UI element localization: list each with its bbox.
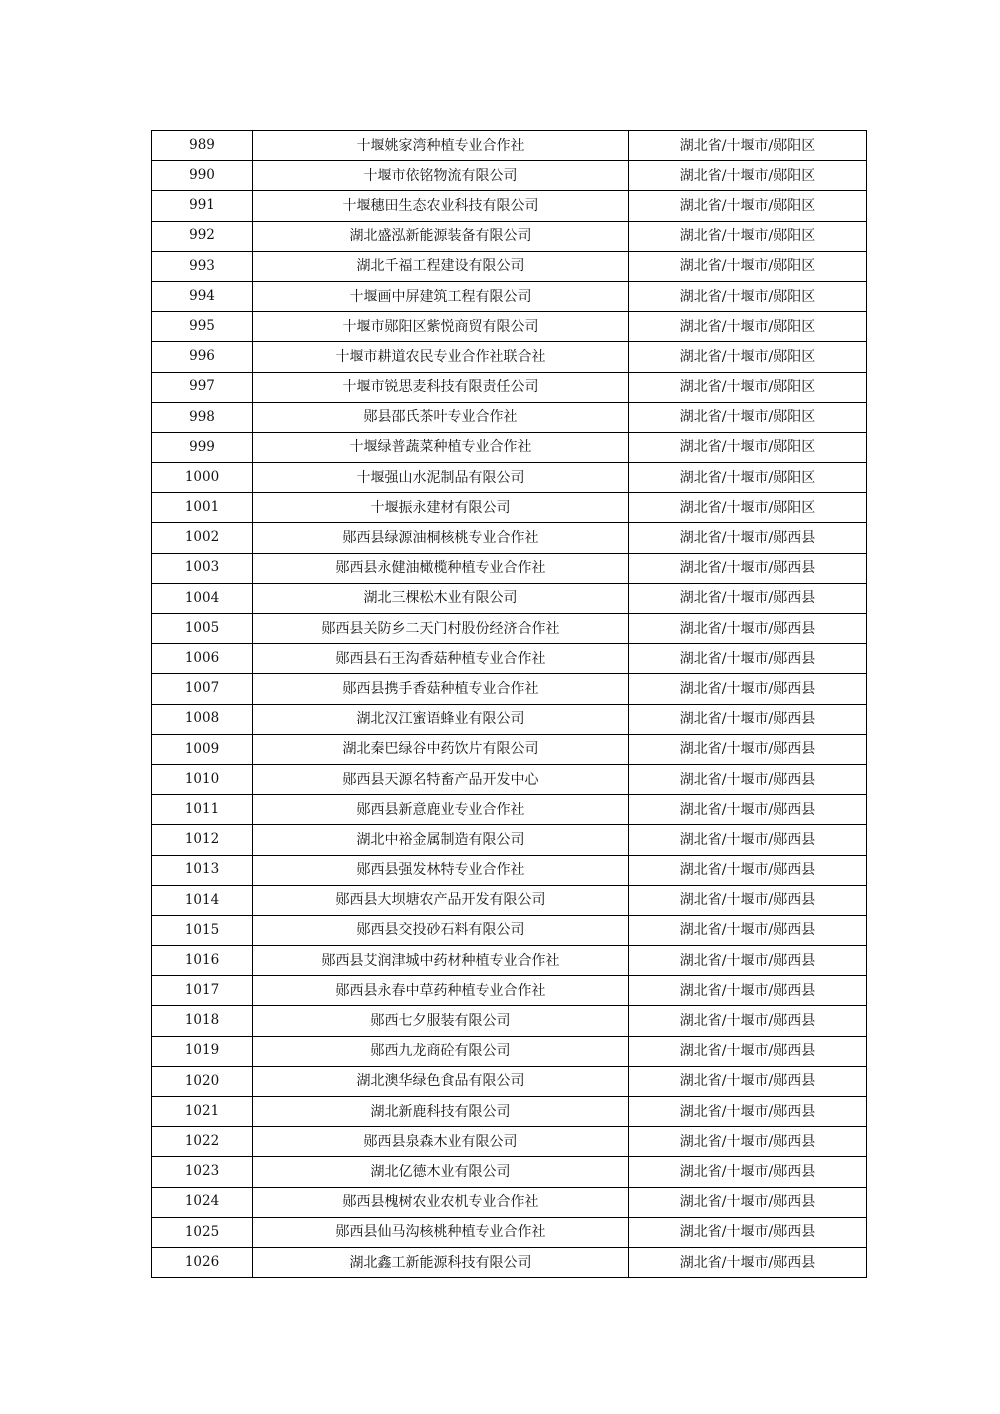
table-row — [152, 583, 867, 613]
region-cell: 湖北省/十堰市/郧西县 — [629, 1066, 867, 1096]
region-cell: 湖北省/十堰市/郧西县 — [629, 1036, 867, 1066]
region-cell: 湖北省/十堰市/郧西县 — [629, 523, 867, 553]
region-cell: 湖北省/十堰市/郧西县 — [629, 1097, 867, 1127]
company-name-cell: 郧西县永健油橄榄种植专业合作社 — [253, 553, 629, 583]
row-number-cell: 996 — [152, 342, 253, 372]
row-number-cell: 1020 — [152, 1066, 253, 1096]
table-row — [152, 885, 867, 915]
company-name-cell: 郧西县新意鹿业专业合作社 — [253, 795, 629, 825]
region-cell: 湖北省/十堰市/郧阳区 — [629, 161, 867, 191]
table-row — [152, 251, 867, 281]
row-number-cell: 989 — [152, 131, 253, 161]
row-number-cell: 1026 — [152, 1247, 253, 1277]
row-number-cell: 1001 — [152, 493, 253, 523]
region-cell: 湖北省/十堰市/郧阳区 — [629, 312, 867, 342]
company-name-cell: 十堰市耕道农民专业合作社联合社 — [253, 342, 629, 372]
company-name-cell: 湖北中裕金属制造有限公司 — [253, 825, 629, 855]
company-name-cell: 郧西县携手香菇种植专业合作社 — [253, 674, 629, 704]
company-name-cell: 十堰市依铭物流有限公司 — [253, 161, 629, 191]
company-name-cell: 郧西县天源名特畜产品开发中心 — [253, 764, 629, 794]
row-number-cell: 1004 — [152, 583, 253, 613]
region-cell: 湖北省/十堰市/郧西县 — [629, 1006, 867, 1036]
row-number-cell: 1011 — [152, 795, 253, 825]
table-row — [152, 915, 867, 945]
region-cell: 湖北省/十堰市/郧阳区 — [629, 432, 867, 462]
row-number-cell: 993 — [152, 251, 253, 281]
company-name-cell: 郧西县绿源油桐核桃专业合作社 — [253, 523, 629, 553]
table-row — [152, 734, 867, 764]
company-name-cell: 湖北汉江蜜语蜂业有限公司 — [253, 704, 629, 734]
row-number-cell: 1005 — [152, 614, 253, 644]
region-cell: 湖北省/十堰市/郧西县 — [629, 1187, 867, 1217]
company-name-cell: 郧西县石王沟香菇种植专业合作社 — [253, 644, 629, 674]
company-name-cell: 十堰强山水泥制品有限公司 — [253, 463, 629, 493]
table-row — [152, 976, 867, 1006]
table-row — [152, 312, 867, 342]
table-row — [152, 674, 867, 704]
row-number-cell: 994 — [152, 281, 253, 311]
company-name-cell: 郧西县艾润津城中药材种植专业合作社 — [253, 946, 629, 976]
row-number-cell: 1009 — [152, 734, 253, 764]
company-name-cell: 十堰振永建材有限公司 — [253, 493, 629, 523]
company-name-cell: 十堰市郧阳区紫悦商贸有限公司 — [253, 312, 629, 342]
company-name-cell: 郧西县大坝塘农产品开发有限公司 — [253, 885, 629, 915]
table-row — [152, 1036, 867, 1066]
row-number-cell: 1023 — [152, 1157, 253, 1187]
region-cell: 湖北省/十堰市/郧阳区 — [629, 372, 867, 402]
row-number-cell: 992 — [152, 221, 253, 251]
company-name-cell: 郧西县泉森木业有限公司 — [253, 1127, 629, 1157]
table-row — [152, 553, 867, 583]
table-row — [152, 946, 867, 976]
region-cell: 湖北省/十堰市/郧西县 — [629, 1217, 867, 1247]
region-cell: 湖北省/十堰市/郧阳区 — [629, 251, 867, 281]
row-number-cell: 1007 — [152, 674, 253, 704]
company-name-cell: 郧西七夕服装有限公司 — [253, 1006, 629, 1036]
table-row — [152, 1157, 867, 1187]
row-number-cell: 995 — [152, 312, 253, 342]
row-number-cell: 1013 — [152, 855, 253, 885]
row-number-cell: 1006 — [152, 644, 253, 674]
table-row — [152, 855, 867, 885]
row-number-cell: 991 — [152, 191, 253, 221]
table-row — [152, 372, 867, 402]
table-row — [152, 1006, 867, 1036]
company-name-cell: 郧西县关防乡二天门村股份经济合作社 — [253, 614, 629, 644]
table-row — [152, 795, 867, 825]
row-number-cell: 1002 — [152, 523, 253, 553]
table-row — [152, 131, 867, 161]
region-cell: 湖北省/十堰市/郧西县 — [629, 1247, 867, 1277]
table-row — [152, 614, 867, 644]
region-cell: 湖北省/十堰市/郧西县 — [629, 946, 867, 976]
region-cell: 湖北省/十堰市/郧西县 — [629, 764, 867, 794]
region-cell: 湖北省/十堰市/郧西县 — [629, 795, 867, 825]
row-number-cell: 1025 — [152, 1217, 253, 1247]
row-number-cell: 1016 — [152, 946, 253, 976]
company-name-cell: 十堰市锐思麦科技有限责任公司 — [253, 372, 629, 402]
table-row — [152, 1066, 867, 1096]
row-number-cell: 1024 — [152, 1187, 253, 1217]
table-row — [152, 432, 867, 462]
row-number-cell: 1003 — [152, 553, 253, 583]
region-cell: 湖北省/十堰市/郧阳区 — [629, 402, 867, 432]
company-name-cell: 湖北千福工程建设有限公司 — [253, 251, 629, 281]
table-row — [152, 281, 867, 311]
company-name-cell: 十堰穗田生态农业科技有限公司 — [253, 191, 629, 221]
company-name-cell: 郧西县永春中草药种植专业合作社 — [253, 976, 629, 1006]
table-row — [152, 644, 867, 674]
table-row — [152, 493, 867, 523]
region-cell: 湖北省/十堰市/郧阳区 — [629, 131, 867, 161]
company-name-cell: 郧西县槐树农业农机专业合作社 — [253, 1187, 629, 1217]
row-number-cell: 997 — [152, 372, 253, 402]
row-number-cell: 990 — [152, 161, 253, 191]
company-name-cell: 郧西县仙马沟核桃种植专业合作社 — [253, 1217, 629, 1247]
table-row — [152, 191, 867, 221]
row-number-cell: 999 — [152, 432, 253, 462]
region-cell: 湖北省/十堰市/郧西县 — [629, 915, 867, 945]
region-cell: 湖北省/十堰市/郧西县 — [629, 674, 867, 704]
company-name-cell: 郧西九龙商砼有限公司 — [253, 1036, 629, 1066]
row-number-cell: 998 — [152, 402, 253, 432]
company-name-cell: 郧西县交投砂石料有限公司 — [253, 915, 629, 945]
company-name-cell: 郧县邵氏茶叶专业合作社 — [253, 402, 629, 432]
company-name-cell: 十堰画中屏建筑工程有限公司 — [253, 281, 629, 311]
region-cell: 湖北省/十堰市/郧西县 — [629, 644, 867, 674]
company-name-cell: 湖北鑫工新能源科技有限公司 — [253, 1247, 629, 1277]
table-row — [152, 1097, 867, 1127]
table-row — [152, 342, 867, 372]
region-cell: 湖北省/十堰市/郧阳区 — [629, 463, 867, 493]
table-row — [152, 1187, 867, 1217]
table-row — [152, 161, 867, 191]
company-name-cell: 郧西县强发林特专业合作社 — [253, 855, 629, 885]
table-row — [152, 523, 867, 553]
region-cell: 湖北省/十堰市/郧西县 — [629, 583, 867, 613]
company-name-cell: 湖北盛泓新能源装备有限公司 — [253, 221, 629, 251]
row-number-cell: 1014 — [152, 885, 253, 915]
row-number-cell: 1019 — [152, 1036, 253, 1066]
region-cell: 湖北省/十堰市/郧阳区 — [629, 493, 867, 523]
region-cell: 湖北省/十堰市/郧西县 — [629, 614, 867, 644]
row-number-cell: 1018 — [152, 1006, 253, 1036]
table-row — [152, 764, 867, 794]
row-number-cell: 1012 — [152, 825, 253, 855]
table-row — [152, 825, 867, 855]
company-name-cell: 湖北澳华绿色食品有限公司 — [253, 1066, 629, 1096]
row-number-cell: 1021 — [152, 1097, 253, 1127]
region-cell: 湖北省/十堰市/郧西县 — [629, 704, 867, 734]
region-cell: 湖北省/十堰市/郧阳区 — [629, 342, 867, 372]
row-number-cell: 1022 — [152, 1127, 253, 1157]
row-number-cell: 1010 — [152, 764, 253, 794]
region-cell: 湖北省/十堰市/郧西县 — [629, 1127, 867, 1157]
region-cell: 湖北省/十堰市/郧阳区 — [629, 281, 867, 311]
region-cell: 湖北省/十堰市/郧阳区 — [629, 191, 867, 221]
table-row — [152, 463, 867, 493]
company-name-cell: 湖北秦巴绿谷中药饮片有限公司 — [253, 734, 629, 764]
region-cell: 湖北省/十堰市/郧西县 — [629, 825, 867, 855]
region-cell: 湖北省/十堰市/郧西县 — [629, 1157, 867, 1187]
company-name-cell: 十堰绿普蔬菜种植专业合作社 — [253, 432, 629, 462]
table-row — [152, 704, 867, 734]
region-cell: 湖北省/十堰市/郧阳区 — [629, 221, 867, 251]
table-row — [152, 1127, 867, 1157]
company-name-cell: 湖北新鹿科技有限公司 — [253, 1097, 629, 1127]
region-cell: 湖北省/十堰市/郧西县 — [629, 734, 867, 764]
row-number-cell: 1008 — [152, 704, 253, 734]
region-cell: 湖北省/十堰市/郧西县 — [629, 885, 867, 915]
table-body — [152, 131, 867, 1278]
table-row — [152, 402, 867, 432]
company-name-cell: 湖北亿德木业有限公司 — [253, 1157, 629, 1187]
row-number-cell: 1017 — [152, 976, 253, 1006]
company-name-cell: 十堰姚家湾种植专业合作社 — [253, 131, 629, 161]
region-cell: 湖北省/十堰市/郧西县 — [629, 855, 867, 885]
region-cell: 湖北省/十堰市/郧西县 — [629, 976, 867, 1006]
row-number-cell: 1000 — [152, 463, 253, 493]
row-number-cell: 1015 — [152, 915, 253, 945]
table-row — [152, 1247, 867, 1277]
table-row — [152, 221, 867, 251]
region-cell: 湖北省/十堰市/郧西县 — [629, 553, 867, 583]
company-list-table — [151, 130, 867, 1278]
table-row — [152, 1217, 867, 1247]
company-name-cell: 湖北三棵松木业有限公司 — [253, 583, 629, 613]
